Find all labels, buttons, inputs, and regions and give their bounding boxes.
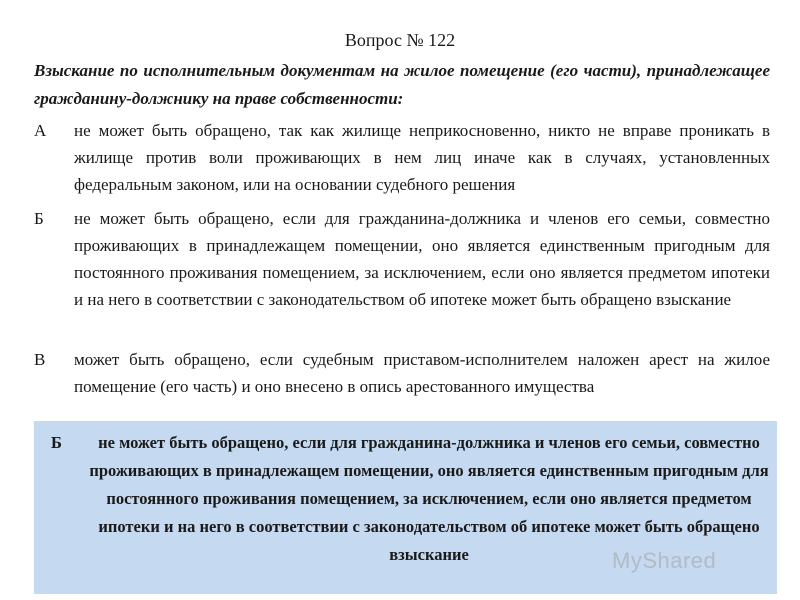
option-text: не может быть обращено, так как жилище неприкосновенно, никто не вправе проникать в жилище против воли проживающих в нем лиц иначе как в случаях, установленных федеральным законом, или на основании судебного решения — [74, 121, 770, 194]
option-letter: А — [34, 121, 47, 140]
answer-text: не может быть обращено, если для гражданина-должника и членов его семьи, совместно проживающих в принадлежащем помещении, оно является единственным пригодным для постоянного проживания помещением, за исключением, если оно является предметом ипотеки и на него в соответствии с законодательством об ипотеке может быть обращено взыскание — [89, 433, 769, 564]
option-a — [34, 117, 770, 198]
watermark-logo: MyShared — [612, 548, 717, 573]
option-text: не может быть обращено, если для гражданина-должника и членов его семьи, совместно проживающих в принадлежащем помещении, оно является единственным пригодным для постоянного проживания помещением, за исключением, если оно является предметом ипотеки и на него в соответствии с законодательством об ипотеке может быть обращено взыскание — [74, 209, 770, 309]
answer-letter: Б — [51, 433, 62, 452]
question-text: Взыскание по исполнительным документам на жилое помещение (его части), принадлежащее гражданину-должнику на праве собственности: — [34, 61, 770, 108]
question-title: Вопрос № 122 — [344, 30, 456, 50]
option-c — [34, 346, 770, 400]
option-text: может быть обращено, если судебным приставом-исполнителем наложен арест на жилое помещение (его часть) и оно внесено в опись арестованного имущества — [74, 350, 770, 396]
option-letter: В — [34, 350, 46, 369]
option-b — [34, 205, 770, 313]
option-letter: Б — [34, 209, 44, 228]
